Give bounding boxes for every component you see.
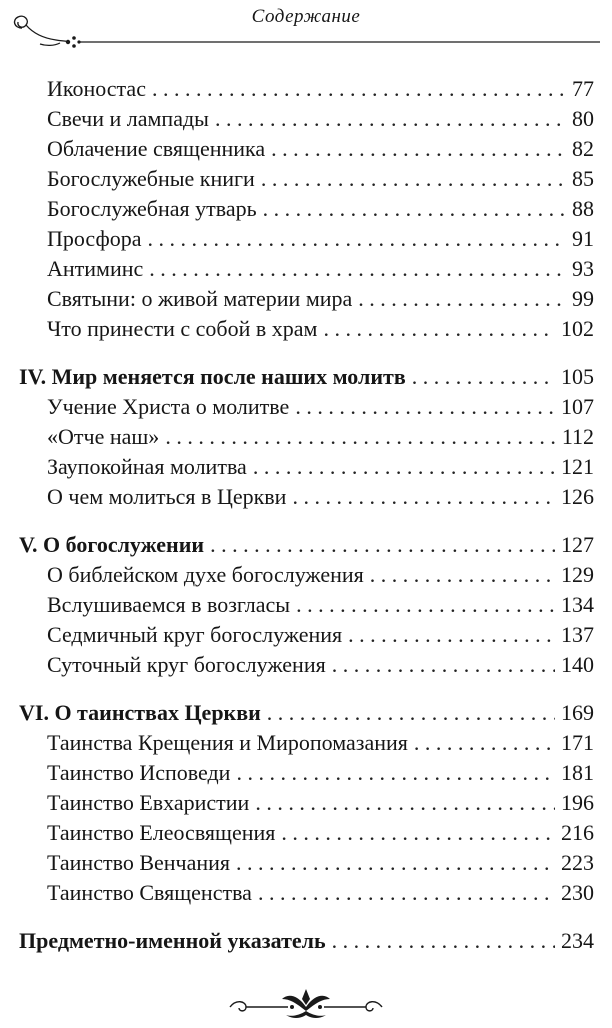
toc-entry-row[interactable]: [47, 314, 594, 344]
toc-entry-row[interactable]: [47, 164, 594, 194]
toc-entry-row[interactable]: [47, 422, 594, 452]
dot-leader: [281, 818, 555, 848]
dot-leader: [152, 74, 566, 104]
toc-entry-row[interactable]: [47, 818, 594, 848]
toc-entry-title: Таинства Крещения и Миропомазания: [47, 730, 408, 755]
toc-page-number: 91: [572, 226, 594, 251]
page-title: Содержание: [251, 6, 361, 27]
dot-leader: [271, 134, 566, 164]
toc-page-number: 82: [572, 136, 594, 161]
toc-entry-title: IV. Мир меняется после наших молитв: [19, 364, 406, 389]
toc-entry-row[interactable]: [47, 878, 594, 908]
toc-page-number: 169: [561, 700, 594, 725]
toc-entry-title: Таинство Священства: [47, 880, 252, 905]
toc-entry-title: Иконостас: [47, 76, 146, 101]
toc-entry-title: Богослужебные книги: [47, 166, 255, 191]
toc-entry-title: V. О богослужении: [19, 532, 205, 557]
toc-entry-title: Таинство Исповеди: [47, 760, 231, 785]
dot-leader: [296, 590, 555, 620]
toc-entry-title: Таинство Венчания: [47, 850, 231, 875]
dot-leader: [412, 362, 555, 392]
toc-page-number: 171: [561, 730, 594, 755]
dot-leader: [370, 560, 555, 590]
dot-leader: [348, 620, 555, 650]
toc-entry-row[interactable]: [47, 560, 594, 590]
toc-entry-title: Просфора: [47, 226, 142, 251]
toc-entry-title: Святыни: о живой материи мира: [47, 286, 353, 311]
toc-page-number: 181: [561, 760, 594, 785]
dot-leader: [267, 698, 555, 728]
running-header: [0, 0, 612, 60]
toc-entry-row[interactable]: [47, 254, 594, 284]
toc-page-number: 140: [561, 652, 594, 677]
dot-leader: [263, 194, 566, 224]
toc-page-number: 80: [572, 106, 594, 131]
dot-leader: [258, 878, 555, 908]
toc-entry-row[interactable]: [47, 194, 594, 224]
toc-entry-title: О чем молиться в Церкви: [47, 484, 287, 509]
toc-page-number: 121: [561, 454, 594, 479]
toc-entry-title: Антиминс: [47, 256, 144, 281]
dot-leader: [292, 482, 555, 512]
toc-entry-title: Таинство Евхаристии: [47, 790, 250, 815]
toc-chapter-row[interactable]: [19, 530, 594, 560]
dot-leader: [253, 452, 555, 482]
toc-entry-row[interactable]: [47, 620, 594, 650]
toc-page-number: 102: [561, 316, 594, 341]
toc-entry-row[interactable]: [47, 848, 594, 878]
toc-entry-title: Вслушиваемся в возгласы: [47, 592, 291, 617]
dot-leader: [236, 848, 555, 878]
toc-page-number: 88: [572, 196, 594, 221]
toc-entry-row[interactable]: [47, 284, 594, 314]
toc-page-number: 112: [561, 424, 594, 449]
toc-page-number: 99: [572, 286, 594, 311]
toc-entry-title: О библейском духе богослужения: [47, 562, 364, 587]
toc-entry-title: Суточный круг богослужения: [47, 652, 326, 677]
toc-entry-row[interactable]: [47, 788, 594, 818]
dot-leader: [332, 926, 555, 956]
dot-leader: [414, 728, 555, 758]
toc-entry-title: Что принести с собой в храм: [47, 316, 318, 341]
toc-page-number: 126: [561, 484, 594, 509]
toc-page-number: 196: [561, 790, 594, 815]
toc-entry-title: Учение Христа о молитве: [47, 394, 290, 419]
dot-leader: [332, 650, 555, 680]
toc-chapter-row[interactable]: [19, 926, 594, 956]
toc-page-number: 137: [561, 622, 594, 647]
toc-entry-row[interactable]: [47, 758, 594, 788]
toc-chapter-row[interactable]: [19, 698, 594, 728]
toc-entry-title: VI. О таинствах Церкви: [19, 700, 261, 725]
dot-leader: [295, 392, 555, 422]
toc-page-number: 77: [572, 76, 594, 101]
dot-leader: [215, 104, 566, 134]
dot-leader: [149, 254, 566, 284]
toc-page-number: 93: [572, 256, 594, 281]
toc-page-number: 105: [561, 364, 594, 389]
dot-leader: [236, 758, 555, 788]
toc-page-number: 134: [561, 592, 594, 617]
toc-page-number: 216: [561, 820, 594, 845]
dot-leader: [261, 164, 566, 194]
toc-entry-row[interactable]: [47, 650, 594, 680]
dot-leader: [165, 422, 556, 452]
toc-page-number: 129: [561, 562, 594, 587]
dot-leader: [148, 224, 567, 254]
toc-entry-row[interactable]: [47, 482, 594, 512]
toc-entry-title: Предметно-именной указатель: [19, 928, 326, 953]
dot-leader: [210, 530, 555, 560]
footer-ornament-icon: [226, 985, 386, 1021]
toc-entry-title: Заупокойная молитва: [47, 454, 247, 479]
toc-page-number: 85: [572, 166, 594, 191]
toc-entry-row[interactable]: [47, 224, 594, 254]
toc-entry-row[interactable]: [47, 728, 594, 758]
toc-entry-title: Седмичный круг богослужения: [47, 622, 343, 647]
toc-entry-row[interactable]: [47, 74, 594, 104]
toc-chapter-row[interactable]: [19, 362, 594, 392]
toc-page-number: 234: [561, 928, 594, 953]
toc-page-number: 223: [561, 850, 594, 875]
toc-entry-row[interactable]: [47, 392, 594, 422]
toc-entry-row[interactable]: [47, 590, 594, 620]
toc-entry-row[interactable]: [47, 134, 594, 164]
toc-entry-title: Богослужебная утварь: [47, 196, 257, 221]
toc-entry-row[interactable]: [47, 104, 594, 134]
dot-leader: [255, 788, 555, 818]
toc-page-number: 127: [561, 532, 594, 557]
toc-page-number: 107: [561, 394, 594, 419]
toc-entry-title: Таинство Елеосвящения: [47, 820, 276, 845]
toc-page-number: 230: [561, 880, 594, 905]
toc-entry-title: «Отче наш»: [47, 424, 160, 449]
toc-entry-title: Свечи и лампады: [47, 106, 209, 131]
toc-entry-row[interactable]: [47, 452, 594, 482]
toc-entry-title: Облачение священника: [47, 136, 266, 161]
dot-leader: [358, 284, 566, 314]
dot-leader: [323, 314, 555, 344]
